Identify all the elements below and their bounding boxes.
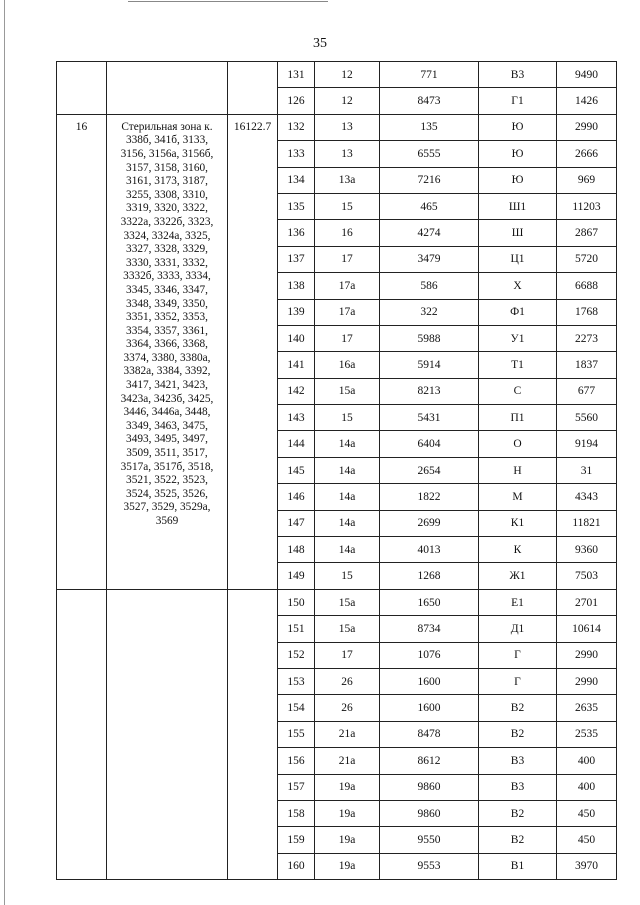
distance-value: 6404 — [380, 431, 479, 457]
direction-code: Н — [479, 457, 557, 483]
distance-value: 322 — [380, 299, 479, 325]
segment-code: 26 — [315, 668, 380, 694]
point-number: 142 — [278, 378, 315, 404]
direction-code: П1 — [479, 405, 557, 431]
zone-name-line: 3351, 3352, 3353, — [126, 311, 208, 324]
distance-value: 5431 — [380, 405, 479, 431]
point-number: 159 — [278, 827, 315, 853]
segment-code: 21а — [315, 748, 380, 774]
point-number: 134 — [278, 167, 315, 193]
segment-code: 17а — [315, 273, 380, 299]
point-number: 151 — [278, 616, 315, 642]
zone-name-line: 3374, 3380, 3380а, — [123, 351, 211, 364]
page-number: 35 — [313, 36, 327, 51]
direction-code: О — [479, 431, 557, 457]
segment-code: 16 — [315, 220, 380, 246]
point-number: 157 — [278, 774, 315, 800]
segment-code: 15а — [315, 378, 380, 404]
point-number: 155 — [278, 721, 315, 747]
direction-code: Т1 — [479, 352, 557, 378]
direction-code: У1 — [479, 325, 557, 351]
length-value: 1768 — [557, 299, 617, 325]
segment-code: 19а — [315, 853, 380, 879]
segment-code: 17 — [315, 246, 380, 272]
length-value: 969 — [557, 167, 617, 193]
distance-value: 9860 — [380, 800, 479, 826]
zone-name-line: 3327, 3328, 3329, — [126, 243, 208, 256]
zone-area-cell — [228, 589, 278, 879]
scan-top-line — [128, 1, 328, 2]
zone-id-cell: 16 — [57, 114, 107, 589]
table-body — [57, 62, 617, 880]
length-value: 9360 — [557, 537, 617, 563]
table-row — [57, 62, 617, 88]
length-value: 31 — [557, 457, 617, 483]
distance-value: 586 — [380, 273, 479, 299]
zone-name-line: 3493, 3495, 3497, — [126, 433, 208, 446]
zone-name-line: 3524, 3525, 3526, — [126, 487, 208, 500]
length-value: 5720 — [557, 246, 617, 272]
point-number: 143 — [278, 405, 315, 431]
zone-name-line: 3349, 3463, 3475, — [126, 419, 208, 432]
direction-code: Г — [479, 668, 557, 694]
length-value: 2990 — [557, 114, 617, 140]
distance-value: 4013 — [380, 537, 479, 563]
distance-value: 9553 — [380, 853, 479, 879]
table-row — [57, 114, 617, 140]
distance-value: 1268 — [380, 563, 479, 589]
distance-value: 8478 — [380, 721, 479, 747]
length-value: 7503 — [557, 563, 617, 589]
point-number: 153 — [278, 668, 315, 694]
length-value: 9194 — [557, 431, 617, 457]
direction-code: В2 — [479, 695, 557, 721]
point-number: 135 — [278, 193, 315, 219]
direction-code: Ю — [479, 141, 557, 167]
distance-value: 1600 — [380, 695, 479, 721]
length-value: 5560 — [557, 405, 617, 431]
zone-name-line: 3364, 3366, 3368, — [126, 338, 208, 351]
segment-code: 19а — [315, 800, 380, 826]
length-value: 400 — [557, 774, 617, 800]
zone-name-line: 3345, 3346, 3347, — [126, 283, 208, 296]
point-number: 152 — [278, 642, 315, 668]
direction-code: Ш — [479, 220, 557, 246]
direction-code: В2 — [479, 721, 557, 747]
zone-name-cell — [107, 589, 228, 879]
direction-code: М — [479, 484, 557, 510]
direction-code: Ю — [479, 167, 557, 193]
point-number: 132 — [278, 114, 315, 140]
distance-value: 5988 — [380, 325, 479, 351]
distance-value: 1822 — [380, 484, 479, 510]
segment-code: 15а — [315, 589, 380, 615]
point-number: 144 — [278, 431, 315, 457]
distance-value: 1650 — [380, 589, 479, 615]
direction-code: В2 — [479, 827, 557, 853]
direction-code: Ж1 — [479, 563, 557, 589]
distance-value: 8612 — [380, 748, 479, 774]
zone-name-line: 3417, 3421, 3423, — [126, 379, 208, 392]
point-number: 147 — [278, 510, 315, 536]
segment-code: 13 — [315, 114, 380, 140]
distance-value: 465 — [380, 193, 479, 219]
segment-code: 14а — [315, 510, 380, 536]
length-value: 2990 — [557, 668, 617, 694]
zone-name-line: 3509, 3511, 3517, — [126, 447, 208, 460]
length-value: 6688 — [557, 273, 617, 299]
zone-name-line: 3332б, 3333, 3334, — [123, 270, 211, 283]
segment-code: 15 — [315, 563, 380, 589]
segment-code: 19а — [315, 827, 380, 853]
point-number: 148 — [278, 537, 315, 563]
zone-name-line: 3517а, 3517б, 3518, — [120, 460, 214, 473]
length-value: 3970 — [557, 853, 617, 879]
segment-code: 17 — [315, 642, 380, 668]
zone-name-line: 3354, 3357, 3361, — [126, 324, 208, 337]
point-number: 146 — [278, 484, 315, 510]
point-number: 139 — [278, 299, 315, 325]
length-value: 1426 — [557, 88, 617, 114]
length-value: 2701 — [557, 589, 617, 615]
zone-name-cell — [107, 62, 228, 115]
point-number: 156 — [278, 748, 315, 774]
direction-code: С — [479, 378, 557, 404]
direction-code: К — [479, 537, 557, 563]
segment-code: 14а — [315, 484, 380, 510]
point-number: 136 — [278, 220, 315, 246]
point-number: 150 — [278, 589, 315, 615]
table-row — [57, 589, 617, 615]
length-value: 2867 — [557, 220, 617, 246]
direction-code: В2 — [479, 800, 557, 826]
length-value: 2990 — [557, 642, 617, 668]
zone-name-line: 3324, 3324а, 3325, — [123, 229, 211, 242]
length-value: 1837 — [557, 352, 617, 378]
direction-code: Ю — [479, 114, 557, 140]
direction-code: Ф1 — [479, 299, 557, 325]
zone-name-line: 3446, 3446а, 3448, — [123, 406, 211, 419]
zone-name-line: 3319, 3320, 3322, — [126, 202, 208, 215]
segment-code: 13а — [315, 167, 380, 193]
segment-code: 12 — [315, 88, 380, 114]
segment-code: 14а — [315, 537, 380, 563]
distance-value: 1076 — [380, 642, 479, 668]
segment-code: 15 — [315, 405, 380, 431]
direction-code: В1 — [479, 853, 557, 879]
zone-name-line: 3255, 3308, 3310, — [126, 188, 208, 201]
segment-code: 16а — [315, 352, 380, 378]
distance-value: 3479 — [380, 246, 479, 272]
point-number: 140 — [278, 325, 315, 351]
zone-name-line: 3156, 3156а, 3156б, — [120, 147, 214, 160]
zone-id-cell — [57, 589, 107, 879]
zone-name-cell — [107, 114, 228, 589]
length-value: 2635 — [557, 695, 617, 721]
distance-value: 1600 — [380, 668, 479, 694]
distance-value: 7216 — [380, 167, 479, 193]
point-number: 141 — [278, 352, 315, 378]
distance-value: 9860 — [380, 774, 479, 800]
zone-name-line: 3527, 3529, 3529а, — [123, 501, 211, 514]
zone-name-line: 3348, 3349, 3350, — [126, 297, 208, 310]
direction-code: Е1 — [479, 589, 557, 615]
length-value: 450 — [557, 800, 617, 826]
segment-code: 17а — [315, 299, 380, 325]
direction-code: К1 — [479, 510, 557, 536]
zone-name-line: 3382а, 3384, 3392, — [123, 365, 211, 378]
direction-code: Г — [479, 642, 557, 668]
length-value: 4343 — [557, 484, 617, 510]
length-value: 9490 — [557, 62, 617, 88]
scan-edge-line — [4, 0, 5, 905]
zone-id-cell — [57, 62, 107, 115]
zone-name-line: 3521, 3522, 3523, — [126, 474, 208, 487]
zone-area-cell — [228, 62, 278, 115]
point-number: 126 — [278, 88, 315, 114]
distance-value: 2654 — [380, 457, 479, 483]
distance-value: 5914 — [380, 352, 479, 378]
direction-code: В3 — [479, 748, 557, 774]
length-value: 11203 — [557, 193, 617, 219]
zone-name-line: 3157, 3158, 3160, — [126, 161, 208, 174]
zone-name-line: 3161, 3173, 3187, — [126, 175, 208, 188]
direction-code: Г1 — [479, 88, 557, 114]
length-value: 400 — [557, 748, 617, 774]
point-number: 145 — [278, 457, 315, 483]
length-value: 2666 — [557, 141, 617, 167]
point-number: 158 — [278, 800, 315, 826]
point-number: 133 — [278, 141, 315, 167]
zone-name-line: 3569 — [155, 515, 179, 527]
point-number: 154 — [278, 695, 315, 721]
segment-code: 15 — [315, 193, 380, 219]
zone-area-cell: 16122.7 — [228, 114, 278, 589]
point-number: 137 — [278, 246, 315, 272]
distance-value: 6555 — [380, 141, 479, 167]
zone-name-line: Стерильная зона к. — [121, 120, 213, 133]
segment-code: 21а — [315, 721, 380, 747]
segment-code: 14а — [315, 457, 380, 483]
length-value: 2535 — [557, 721, 617, 747]
coordinates-table — [56, 61, 617, 880]
segment-code: 12 — [315, 62, 380, 88]
zone-name-line: 338б, 341б, 3133, — [125, 134, 209, 147]
length-value: 10614 — [557, 616, 617, 642]
point-number: 138 — [278, 273, 315, 299]
segment-code: 19а — [315, 774, 380, 800]
direction-code: Х — [479, 273, 557, 299]
distance-value: 4274 — [380, 220, 479, 246]
distance-value: 771 — [380, 62, 479, 88]
segment-code: 14а — [315, 431, 380, 457]
zone-name-line: 3322а, 3322б, 3323, — [120, 215, 214, 228]
point-number: 149 — [278, 563, 315, 589]
point-number: 131 — [278, 62, 315, 88]
point-number: 160 — [278, 853, 315, 879]
segment-code: 15а — [315, 616, 380, 642]
length-value: 2273 — [557, 325, 617, 351]
distance-value: 8473 — [380, 88, 479, 114]
distance-value: 2699 — [380, 510, 479, 536]
direction-code: Д1 — [479, 616, 557, 642]
direction-code: В3 — [479, 62, 557, 88]
distance-value: 8213 — [380, 378, 479, 404]
direction-code: Ц1 — [479, 246, 557, 272]
zone-name-line: 3330, 3331, 3332, — [126, 256, 208, 269]
length-value: 677 — [557, 378, 617, 404]
direction-code: Ш1 — [479, 193, 557, 219]
direction-code: В3 — [479, 774, 557, 800]
length-value: 450 — [557, 827, 617, 853]
distance-value: 8734 — [380, 616, 479, 642]
segment-code: 26 — [315, 695, 380, 721]
length-value: 11821 — [557, 510, 617, 536]
zone-name-line: 3423а, 3423б, 3425, — [120, 392, 214, 405]
distance-value: 9550 — [380, 827, 479, 853]
segment-code: 17 — [315, 325, 380, 351]
distance-value: 135 — [380, 114, 479, 140]
segment-code: 13 — [315, 141, 380, 167]
